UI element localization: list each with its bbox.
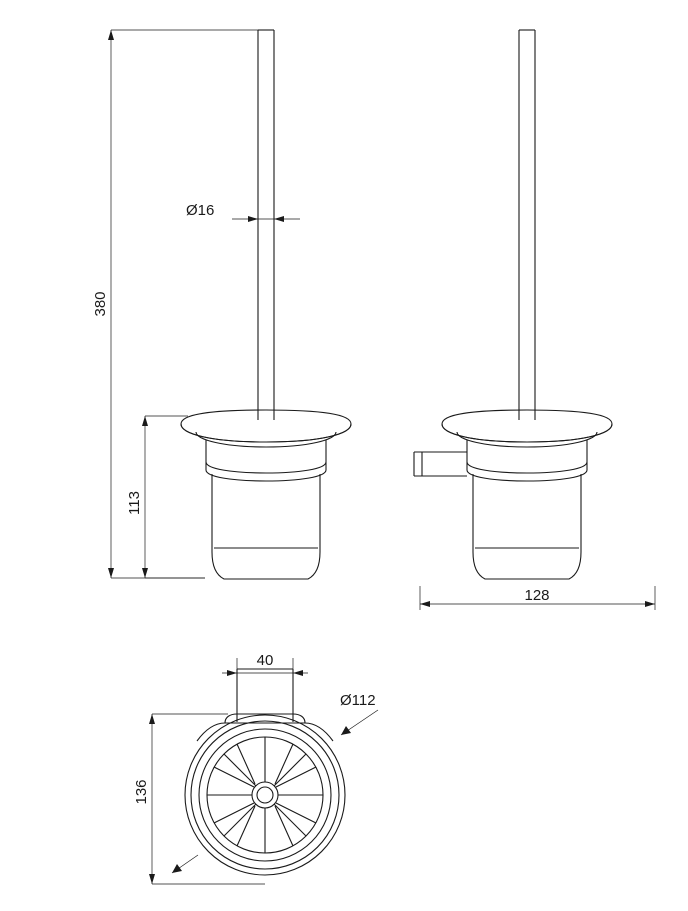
dim-label-dia112: Ø112 (340, 692, 376, 709)
side-collar-bottom-arc (467, 470, 587, 481)
side-cup-bottom (473, 552, 581, 579)
front-collar-bottom-arc (206, 470, 326, 481)
top-view-geometry (185, 669, 345, 875)
dim-label-40: 40 (256, 652, 274, 669)
dim-label-380: 380 (92, 291, 109, 317)
dim-label-dia16: Ø16 (186, 202, 215, 219)
dim-380-arrow-top (108, 30, 114, 40)
front-cup-bottom (212, 552, 320, 579)
dim-dia112-leader-arrow (341, 726, 351, 735)
dim-dia16-arrow-left (248, 216, 258, 222)
front-collar-mid-arc (206, 462, 326, 473)
dim-label-128: 128 (524, 587, 550, 604)
dim-40-arrow-right (293, 670, 303, 676)
side-lid-lower-arc (442, 424, 612, 442)
dim-380-arrow-bottom (108, 568, 114, 578)
side-view-geometry (414, 30, 612, 579)
dim-label-136: 136 (133, 779, 150, 805)
dim-136-arrow-bottom (149, 874, 155, 884)
dim-dia16-arrow-right (274, 216, 284, 222)
dim-label-113: 113 (126, 491, 143, 515)
dim-40-arrow-left (227, 670, 237, 676)
front-view-geometry (181, 30, 351, 579)
dim-128-arrow-right (645, 601, 655, 607)
top-hub-inner (257, 787, 273, 803)
dim-136-arrow-top (149, 714, 155, 724)
top-spokes (207, 737, 323, 853)
dim-113-arrow-bottom (142, 568, 148, 578)
top-leader-short-arrow (172, 864, 182, 873)
dim-128-arrow-left (420, 601, 430, 607)
front-lid-lower-arc (181, 424, 351, 442)
side-collar-mid-arc (467, 462, 587, 473)
dim-113-arrow-top (142, 416, 148, 426)
